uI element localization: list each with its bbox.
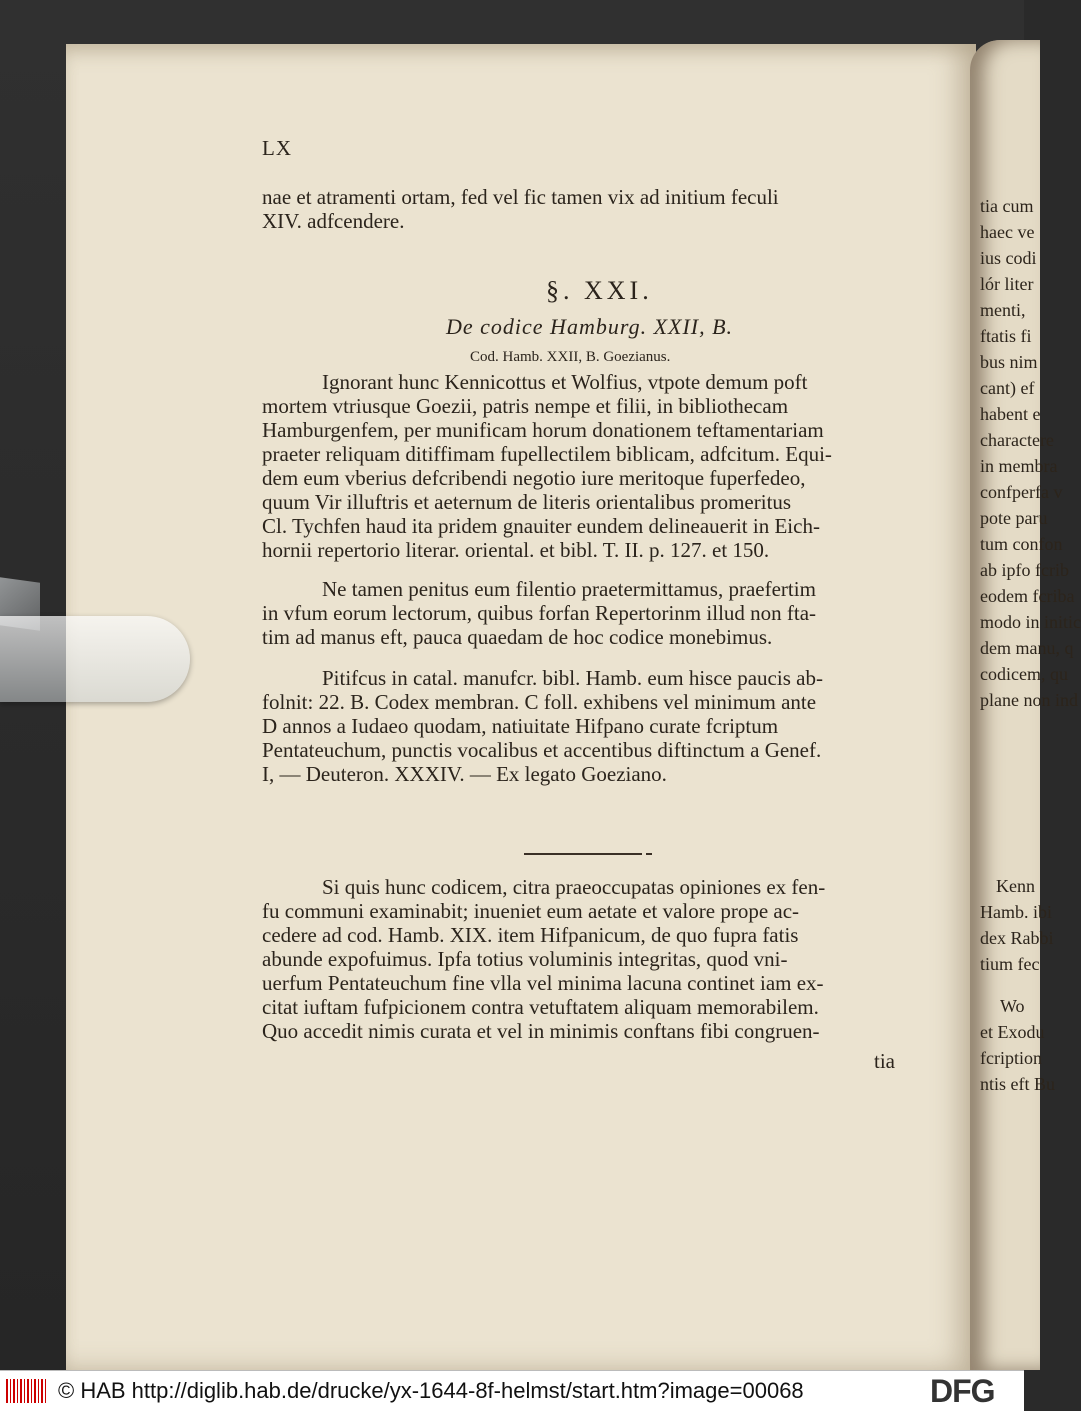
text-line: XIV. adfcendere. <box>262 209 405 233</box>
facing-text: dex Rabbi <box>980 928 1054 948</box>
facing-text: tia cum <box>980 196 1034 216</box>
facing-text: modo in initic <box>980 612 1081 632</box>
facing-text: Wo <box>1000 996 1025 1016</box>
text-line: citat iuftam fufpicionem contra vetuftatem aliquam memorabilem. <box>262 995 819 1019</box>
text-line: in vfum eorum lectorum, quibus forfan Repertorinm illud non fta- <box>262 601 817 625</box>
text-line: Ignorant hunc Kennicottus et Wolfius, vtpote demum poft <box>322 370 808 394</box>
facing-text: eodem fcriba <box>980 586 1075 606</box>
facing-text: lór liter <box>980 274 1034 294</box>
facing-text: plane non ind <box>980 690 1078 710</box>
page-holder-clip <box>0 616 190 702</box>
text-line: dem eum vberius defcribendi negotio iure meritoque fuperfedeo, <box>262 466 806 490</box>
text-line: I, — Deuteron. XXXIV. — Ex legato Goeziano. <box>262 762 667 786</box>
text-line: praeter reliquam ditiffimam fupellectilem biblicam, adfcitum. Equi- <box>262 442 832 466</box>
catchword: tia <box>874 1049 895 1073</box>
text-line: uerfum Pentateuchum fine vlla vel minima lacuna continet iam ex- <box>262 971 824 995</box>
facing-text: haec ve <box>980 222 1035 242</box>
viewer-footer <box>0 1370 1024 1411</box>
text-line: Hamburgenfem, per munificam horum donationem teftamentariam <box>262 418 824 442</box>
text-line: Pentateuchum, punctis vocalibus et accentibus diftinctum a Genef. <box>262 738 822 762</box>
facing-text: ius codi <box>980 248 1037 268</box>
text-line: abunde expofuimus. Ipfa totius voluminis integritas, quod vni- <box>262 947 788 971</box>
facing-text: Hamb. ibi <box>980 902 1052 922</box>
barcode-icon <box>6 1379 46 1403</box>
text-line: fu communi examinabit; inueniet eum aetate et valore prope ac- <box>262 899 800 923</box>
dfg-logo: DFG <box>930 1373 995 1409</box>
section-subtitle: De codice Hamburg. XXII, B. <box>446 314 734 339</box>
facing-text: tum confon <box>980 534 1063 554</box>
section-divider <box>524 853 642 855</box>
text-line: tim ad manus eft, pauca quaedam de hoc codice monebimus. <box>262 625 773 649</box>
facing-text: codicem, qu <box>980 664 1068 684</box>
text-line: D annos a Iudaeo quodam, natiuitate Hifpano curate fcriptum <box>262 714 779 738</box>
text-line: cedere ad cod. Hamb. XIX. item Hifpanicum, de quo fupra fatis <box>262 923 799 947</box>
section-heading: §. XXI. <box>546 276 653 305</box>
facing-text: pote paru <box>980 508 1048 528</box>
page-number: LX <box>262 136 292 160</box>
text-line: Pitifcus in catal. manufcr. bibl. Hamb. eum hisce paucis ab- <box>322 666 823 690</box>
facing-text: et Exodu <box>980 1022 1045 1042</box>
text-line: folnit: 22. B. Codex membran. C foll. exhibens vel minimum ante <box>262 690 817 714</box>
facing-text: fcription <box>980 1048 1042 1068</box>
facing-text: charactere <box>980 430 1054 450</box>
section-caption: Cod. Hamb. XXII, B. Goezianus. <box>470 349 671 365</box>
facing-text: ab ipfo fcrib <box>980 560 1069 580</box>
text-line: nae et atramenti ortam, fed vel fic tamen vix ad initium feculi <box>262 185 779 209</box>
facing-text: in membra <box>980 456 1058 476</box>
text-line: Cl. Tychfen haud ita pridem gnauiter eundem delineauerit in Eich- <box>262 514 820 538</box>
facing-text: ntis eft Bu <box>980 1074 1055 1094</box>
text-line: quum Vir illuftris et aeternum de literis orientalibus promeritus <box>262 490 792 514</box>
source-credit-link[interactable]: © HAB http://diglib.hab.de/drucke/yx-1644-8f-helmst/start.htm?image=00068 <box>58 1378 804 1403</box>
facing-text: tium fec <box>980 954 1040 974</box>
text-line: Ne tamen penitus eum filentio praetermittamus, praefertim <box>322 577 816 601</box>
text-line: Si quis hunc codicem, citra praeoccupatas opiniones ex fen- <box>322 875 826 899</box>
facing-text: ftatis fi <box>980 326 1032 346</box>
facing-text: cant) ef <box>980 378 1035 398</box>
facing-text: confperfa v <box>980 482 1063 502</box>
text-line: Quo accedit nimis curata et vel in minimis conftans fibi congruen- <box>262 1019 820 1043</box>
text-line: mortem vtriusque Goezii, patris nempe et filii, in bibliothecam <box>262 394 789 418</box>
facing-text: habent e <box>980 404 1041 424</box>
text-line: hornii repertorio literar. oriental. et bibl. T. II. p. 127. et 150. <box>262 538 770 562</box>
facing-text: dem manu, q <box>980 638 1074 658</box>
facing-text: menti, <box>980 300 1026 320</box>
facing-text: Kenn <box>996 876 1035 896</box>
facing-text: bus nim <box>980 352 1038 372</box>
